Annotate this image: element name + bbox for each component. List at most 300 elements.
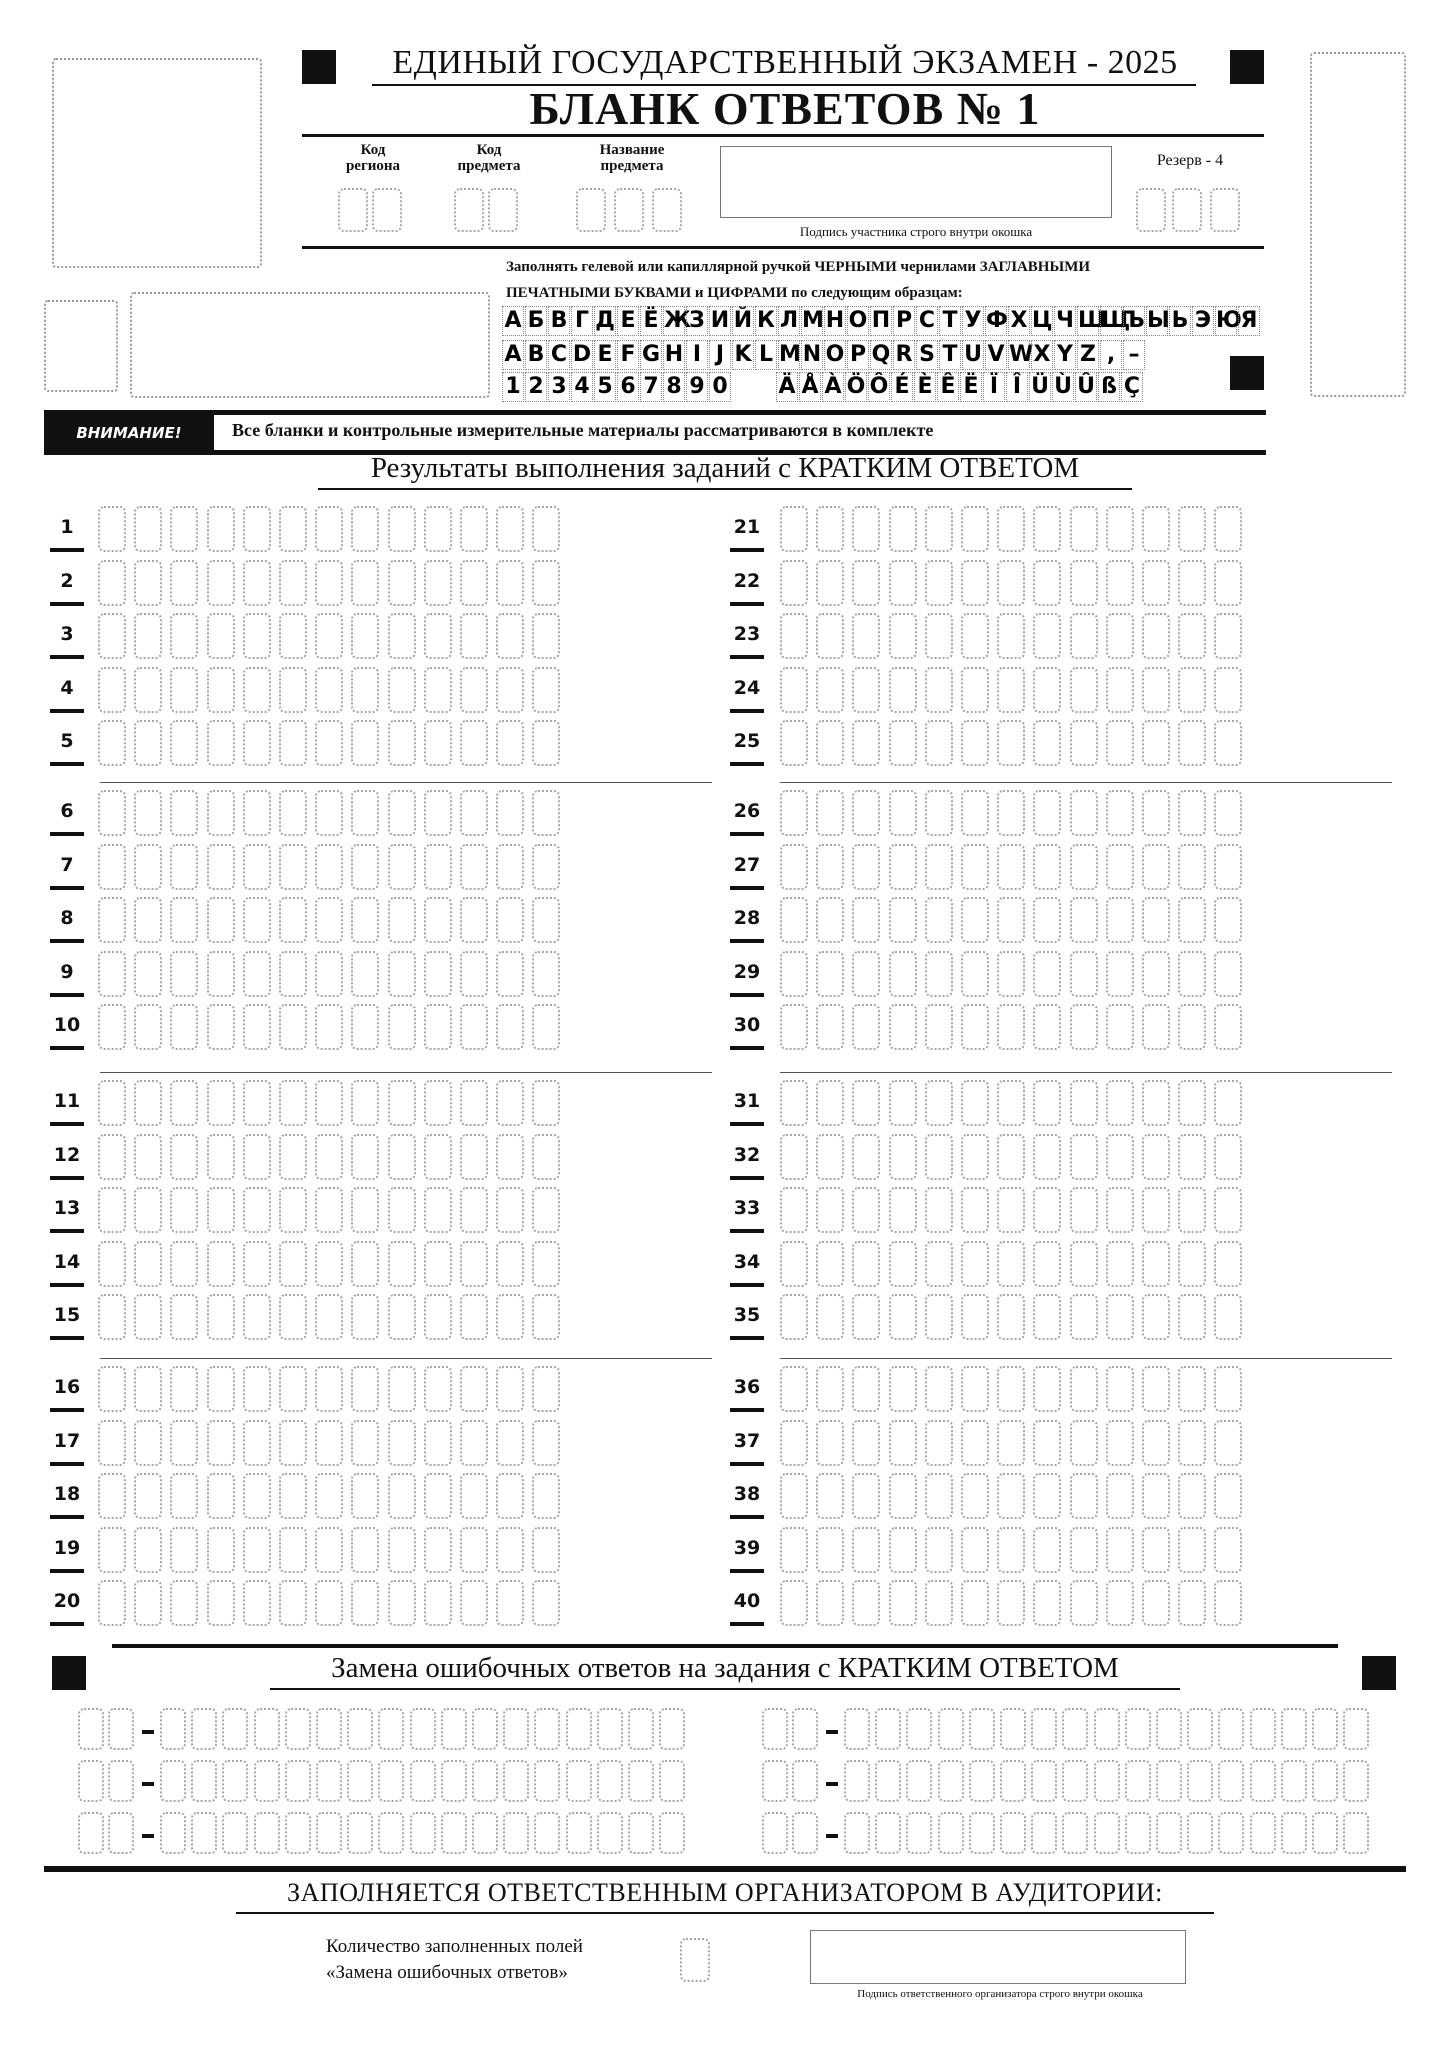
replacement-answer-cell[interactable] [1218, 1812, 1244, 1854]
answer-cell[interactable] [424, 1366, 452, 1412]
answer-cell[interactable] [1214, 1241, 1242, 1287]
answer-cell[interactable] [207, 613, 235, 659]
answer-cell[interactable] [780, 1187, 808, 1233]
reserve-cell[interactable] [1210, 188, 1240, 232]
answer-cell[interactable] [98, 1080, 126, 1126]
answer-cell[interactable] [780, 1241, 808, 1287]
answer-cell[interactable] [889, 1294, 917, 1340]
answer-cell[interactable] [780, 1527, 808, 1573]
answer-cell[interactable] [1214, 720, 1242, 766]
answer-cell[interactable] [207, 897, 235, 943]
replacement-answer-cell[interactable] [1187, 1708, 1213, 1750]
answer-cell[interactable] [315, 897, 343, 943]
answer-cell[interactable] [243, 560, 271, 606]
answer-cell[interactable] [207, 1241, 235, 1287]
answer-cell[interactable] [207, 1527, 235, 1573]
replacement-answer-cell[interactable] [597, 1708, 623, 1750]
replacement-answer-cell[interactable] [659, 1812, 685, 1854]
answer-cell[interactable] [460, 1241, 488, 1287]
answer-cell[interactable] [925, 560, 953, 606]
answer-cell[interactable] [1214, 1473, 1242, 1519]
replacement-answer-cell[interactable] [222, 1760, 248, 1802]
answer-cell[interactable] [961, 790, 989, 836]
answer-cell[interactable] [1214, 1134, 1242, 1180]
answer-cell[interactable] [889, 1527, 917, 1573]
answer-cell[interactable] [134, 897, 162, 943]
replacement-task-cell[interactable] [762, 1708, 788, 1750]
answer-cell[interactable] [207, 560, 235, 606]
replacement-answer-cell[interactable] [347, 1708, 373, 1750]
answer-cell[interactable] [424, 1187, 452, 1233]
answer-cell[interactable] [852, 613, 880, 659]
replacement-answer-cell[interactable] [1343, 1708, 1369, 1750]
reserve-cell[interactable] [1136, 188, 1166, 232]
replacement-answer-cell[interactable] [1000, 1708, 1026, 1750]
answer-cell[interactable] [496, 1580, 524, 1626]
answer-cell[interactable] [98, 1366, 126, 1412]
answer-cell[interactable] [997, 1580, 1025, 1626]
answer-cell[interactable] [780, 1294, 808, 1340]
answer-cell[interactable] [889, 1004, 917, 1050]
answer-cell[interactable] [997, 506, 1025, 552]
answer-cell[interactable] [925, 1004, 953, 1050]
answer-cell[interactable] [1106, 667, 1134, 713]
replacement-answer-cell[interactable] [285, 1708, 311, 1750]
answer-cell[interactable] [279, 720, 307, 766]
answer-cell[interactable] [351, 1366, 379, 1412]
replacement-answer-cell[interactable] [378, 1760, 404, 1802]
replacement-answer-cell[interactable] [969, 1708, 995, 1750]
answer-cell[interactable] [925, 1187, 953, 1233]
replacement-task-cell[interactable] [78, 1760, 104, 1802]
answer-cell[interactable] [170, 1134, 198, 1180]
answer-cell[interactable] [98, 1187, 126, 1233]
answer-cell[interactable] [207, 1134, 235, 1180]
replacement-task-cell[interactable] [108, 1708, 134, 1750]
answer-cell[interactable] [243, 1080, 271, 1126]
replacement-answer-cell[interactable] [1094, 1812, 1120, 1854]
answer-cell[interactable] [1178, 560, 1206, 606]
answer-cell[interactable] [961, 844, 989, 890]
answer-cell[interactable] [1142, 790, 1170, 836]
answer-cell[interactable] [852, 1473, 880, 1519]
answer-cell[interactable] [925, 1473, 953, 1519]
answer-cell[interactable] [889, 613, 917, 659]
replacement-answer-cell[interactable] [316, 1812, 342, 1854]
answer-cell[interactable] [1214, 560, 1242, 606]
answer-cell[interactable] [1214, 506, 1242, 552]
answer-cell[interactable] [424, 1080, 452, 1126]
answer-cell[interactable] [170, 1241, 198, 1287]
answer-cell[interactable] [532, 506, 560, 552]
answer-cell[interactable] [134, 667, 162, 713]
answer-cell[interactable] [388, 1366, 416, 1412]
answer-cell[interactable] [170, 613, 198, 659]
answer-cell[interactable] [424, 1527, 452, 1573]
answer-cell[interactable] [1070, 506, 1098, 552]
answer-cell[interactable] [243, 667, 271, 713]
answer-cell[interactable] [532, 1420, 560, 1466]
answer-cell[interactable] [279, 1241, 307, 1287]
replacement-answer-cell[interactable] [160, 1708, 186, 1750]
replacement-answer-cell[interactable] [969, 1760, 995, 1802]
answer-cell[interactable] [961, 897, 989, 943]
answer-cell[interactable] [134, 560, 162, 606]
answer-cell[interactable] [1070, 667, 1098, 713]
answer-cell[interactable] [315, 1241, 343, 1287]
replacement-answer-cell[interactable] [191, 1760, 217, 1802]
replacement-task-cell[interactable] [762, 1812, 788, 1854]
answer-cell[interactable] [816, 720, 844, 766]
replacement-answer-cell[interactable] [1094, 1760, 1120, 1802]
answer-cell[interactable] [1070, 1527, 1098, 1573]
answer-cell[interactable] [134, 951, 162, 997]
answer-cell[interactable] [424, 1294, 452, 1340]
answer-cell[interactable] [279, 951, 307, 997]
answer-cell[interactable] [351, 1580, 379, 1626]
answer-cell[interactable] [889, 560, 917, 606]
subject-name-cell[interactable] [576, 188, 606, 232]
answer-cell[interactable] [1214, 667, 1242, 713]
answer-cell[interactable] [1178, 897, 1206, 943]
answer-cell[interactable] [816, 1366, 844, 1412]
answer-cell[interactable] [889, 951, 917, 997]
answer-cell[interactable] [460, 844, 488, 890]
answer-cell[interactable] [496, 560, 524, 606]
answer-cell[interactable] [1033, 1580, 1061, 1626]
replacement-answer-cell[interactable] [1312, 1760, 1338, 1802]
answer-cell[interactable] [816, 897, 844, 943]
answer-cell[interactable] [424, 844, 452, 890]
answer-cell[interactable] [424, 1420, 452, 1466]
replacement-answer-cell[interactable] [1031, 1760, 1057, 1802]
answer-cell[interactable] [816, 1080, 844, 1126]
answer-cell[interactable] [1178, 1187, 1206, 1233]
answer-cell[interactable] [1142, 613, 1170, 659]
answer-cell[interactable] [388, 560, 416, 606]
answer-cell[interactable] [170, 1527, 198, 1573]
replacement-answer-cell[interactable] [906, 1760, 932, 1802]
answer-cell[interactable] [532, 1580, 560, 1626]
answer-cell[interactable] [207, 506, 235, 552]
replacement-answer-cell[interactable] [875, 1812, 901, 1854]
answer-cell[interactable] [279, 790, 307, 836]
answer-cell[interactable] [780, 613, 808, 659]
answer-cell[interactable] [852, 1080, 880, 1126]
answer-cell[interactable] [424, 897, 452, 943]
answer-cell[interactable] [1033, 1366, 1061, 1412]
answer-cell[interactable] [1178, 667, 1206, 713]
answer-cell[interactable] [997, 951, 1025, 997]
replacement-answer-cell[interactable] [1312, 1708, 1338, 1750]
replacement-task-cell[interactable] [792, 1760, 818, 1802]
answer-cell[interactable] [532, 720, 560, 766]
answer-cell[interactable] [1214, 951, 1242, 997]
answer-cell[interactable] [1214, 1580, 1242, 1626]
replacement-answer-cell[interactable] [659, 1708, 685, 1750]
answer-cell[interactable] [532, 1473, 560, 1519]
answer-cell[interactable] [961, 1527, 989, 1573]
replacement-answer-cell[interactable] [472, 1708, 498, 1750]
answer-cell[interactable] [997, 560, 1025, 606]
answer-cell[interactable] [816, 560, 844, 606]
answer-cell[interactable] [1033, 790, 1061, 836]
answer-cell[interactable] [1106, 1241, 1134, 1287]
answer-cell[interactable] [1033, 951, 1061, 997]
answer-cell[interactable] [532, 1004, 560, 1050]
replacement-answer-cell[interactable] [566, 1760, 592, 1802]
answer-cell[interactable] [424, 790, 452, 836]
replacement-answer-cell[interactable] [1000, 1812, 1026, 1854]
answer-cell[interactable] [279, 1294, 307, 1340]
answer-cell[interactable] [279, 613, 307, 659]
answer-cell[interactable] [1178, 1473, 1206, 1519]
replacement-answer-cell[interactable] [1250, 1812, 1276, 1854]
answer-cell[interactable] [961, 1080, 989, 1126]
answer-cell[interactable] [134, 1241, 162, 1287]
answer-cell[interactable] [889, 844, 917, 890]
answer-cell[interactable] [852, 951, 880, 997]
answer-cell[interactable] [170, 844, 198, 890]
replacement-answer-cell[interactable] [1125, 1760, 1151, 1802]
answer-cell[interactable] [1178, 1134, 1206, 1180]
answer-cell[interactable] [1070, 1134, 1098, 1180]
answer-cell[interactable] [496, 1527, 524, 1573]
answer-cell[interactable] [997, 1527, 1025, 1573]
answer-cell[interactable] [1178, 1420, 1206, 1466]
answer-cell[interactable] [997, 1366, 1025, 1412]
answer-cell[interactable] [243, 1580, 271, 1626]
replacement-answer-cell[interactable] [1281, 1708, 1307, 1750]
answer-cell[interactable] [134, 1004, 162, 1050]
answer-cell[interactable] [852, 560, 880, 606]
answer-cell[interactable] [1214, 1187, 1242, 1233]
answer-cell[interactable] [460, 720, 488, 766]
region-code-cell[interactable] [372, 188, 402, 232]
answer-cell[interactable] [816, 1527, 844, 1573]
answer-cell[interactable] [243, 613, 271, 659]
answer-cell[interactable] [532, 951, 560, 997]
answer-cell[interactable] [496, 1420, 524, 1466]
answer-cell[interactable] [816, 1187, 844, 1233]
answer-cell[interactable] [460, 790, 488, 836]
replacement-count-cell[interactable] [680, 1938, 710, 1982]
answer-cell[interactable] [1214, 1366, 1242, 1412]
replacement-answer-cell[interactable] [1343, 1812, 1369, 1854]
replacement-answer-cell[interactable] [659, 1760, 685, 1802]
answer-cell[interactable] [351, 1004, 379, 1050]
answer-cell[interactable] [351, 1187, 379, 1233]
answer-cell[interactable] [997, 720, 1025, 766]
answer-cell[interactable] [207, 1294, 235, 1340]
answer-cell[interactable] [460, 1187, 488, 1233]
answer-cell[interactable] [852, 897, 880, 943]
answer-cell[interactable] [279, 1527, 307, 1573]
answer-cell[interactable] [170, 1004, 198, 1050]
answer-cell[interactable] [388, 1241, 416, 1287]
answer-cell[interactable] [207, 1080, 235, 1126]
answer-cell[interactable] [315, 720, 343, 766]
answer-cell[interactable] [1142, 720, 1170, 766]
answer-cell[interactable] [816, 844, 844, 890]
answer-cell[interactable] [351, 506, 379, 552]
answer-cell[interactable] [351, 1294, 379, 1340]
answer-cell[interactable] [780, 844, 808, 890]
replacement-task-cell[interactable] [108, 1812, 134, 1854]
answer-cell[interactable] [279, 1080, 307, 1126]
answer-cell[interactable] [496, 1080, 524, 1126]
answer-cell[interactable] [889, 1420, 917, 1466]
answer-cell[interactable] [889, 667, 917, 713]
answer-cell[interactable] [1106, 1473, 1134, 1519]
answer-cell[interactable] [1106, 560, 1134, 606]
answer-cell[interactable] [207, 951, 235, 997]
answer-cell[interactable] [889, 1187, 917, 1233]
answer-cell[interactable] [388, 1080, 416, 1126]
replacement-task-cell[interactable] [78, 1708, 104, 1750]
answer-cell[interactable] [1070, 844, 1098, 890]
answer-cell[interactable] [424, 951, 452, 997]
replacement-answer-cell[interactable] [285, 1760, 311, 1802]
answer-cell[interactable] [351, 667, 379, 713]
answer-cell[interactable] [780, 667, 808, 713]
answer-cell[interactable] [816, 667, 844, 713]
answer-cell[interactable] [532, 1366, 560, 1412]
answer-cell[interactable] [961, 1004, 989, 1050]
replacement-answer-cell[interactable] [938, 1812, 964, 1854]
answer-cell[interactable] [1106, 1187, 1134, 1233]
answer-cell[interactable] [315, 790, 343, 836]
answer-cell[interactable] [496, 720, 524, 766]
replacement-answer-cell[interactable] [285, 1812, 311, 1854]
subject-code-cell[interactable] [454, 188, 484, 232]
replacement-answer-cell[interactable] [875, 1760, 901, 1802]
answer-cell[interactable] [852, 1134, 880, 1180]
answer-cell[interactable] [1106, 1004, 1134, 1050]
answer-cell[interactable] [315, 844, 343, 890]
replacement-answer-cell[interactable] [566, 1812, 592, 1854]
answer-cell[interactable] [315, 1294, 343, 1340]
answer-cell[interactable] [1106, 1527, 1134, 1573]
answer-cell[interactable] [98, 667, 126, 713]
subject-code-cell[interactable] [488, 188, 518, 232]
answer-cell[interactable] [351, 790, 379, 836]
answer-cell[interactable] [532, 613, 560, 659]
answer-cell[interactable] [1214, 897, 1242, 943]
answer-cell[interactable] [780, 951, 808, 997]
answer-cell[interactable] [1033, 506, 1061, 552]
answer-cell[interactable] [1142, 1241, 1170, 1287]
replacement-answer-cell[interactable] [191, 1708, 217, 1750]
answer-cell[interactable] [1142, 1134, 1170, 1180]
answer-cell[interactable] [925, 1580, 953, 1626]
replacement-answer-cell[interactable] [254, 1708, 280, 1750]
answer-cell[interactable] [243, 720, 271, 766]
answer-cell[interactable] [852, 1187, 880, 1233]
answer-cell[interactable] [925, 1366, 953, 1412]
replacement-answer-cell[interactable] [938, 1760, 964, 1802]
answer-cell[interactable] [388, 951, 416, 997]
answer-cell[interactable] [1106, 720, 1134, 766]
answer-cell[interactable] [997, 1473, 1025, 1519]
answer-cell[interactable] [852, 1420, 880, 1466]
replacement-answer-cell[interactable] [1250, 1760, 1276, 1802]
answer-cell[interactable] [1106, 1134, 1134, 1180]
answer-cell[interactable] [243, 951, 271, 997]
answer-cell[interactable] [243, 790, 271, 836]
replacement-answer-cell[interactable] [1312, 1812, 1338, 1854]
answer-cell[interactable] [315, 1366, 343, 1412]
answer-cell[interactable] [98, 1527, 126, 1573]
answer-cell[interactable] [243, 1420, 271, 1466]
answer-cell[interactable] [1070, 1420, 1098, 1466]
answer-cell[interactable] [1070, 951, 1098, 997]
answer-cell[interactable] [780, 1473, 808, 1519]
answer-cell[interactable] [925, 667, 953, 713]
answer-cell[interactable] [279, 1366, 307, 1412]
answer-cell[interactable] [961, 1473, 989, 1519]
answer-cell[interactable] [1214, 790, 1242, 836]
answer-cell[interactable] [1214, 1080, 1242, 1126]
answer-cell[interactable] [925, 506, 953, 552]
answer-cell[interactable] [1033, 1420, 1061, 1466]
answer-cell[interactable] [997, 1187, 1025, 1233]
answer-cell[interactable] [961, 951, 989, 997]
answer-cell[interactable] [351, 844, 379, 890]
answer-cell[interactable] [889, 1241, 917, 1287]
answer-cell[interactable] [1214, 1004, 1242, 1050]
answer-cell[interactable] [315, 951, 343, 997]
answer-cell[interactable] [98, 1420, 126, 1466]
answer-cell[interactable] [1033, 1527, 1061, 1573]
answer-cell[interactable] [780, 720, 808, 766]
answer-cell[interactable] [852, 1366, 880, 1412]
answer-cell[interactable] [1214, 1294, 1242, 1340]
answer-cell[interactable] [134, 844, 162, 890]
replacement-answer-cell[interactable] [1343, 1760, 1369, 1802]
answer-cell[interactable] [170, 1080, 198, 1126]
answer-cell[interactable] [925, 951, 953, 997]
answer-cell[interactable] [98, 951, 126, 997]
answer-cell[interactable] [460, 1527, 488, 1573]
replacement-answer-cell[interactable] [534, 1760, 560, 1802]
answer-cell[interactable] [496, 790, 524, 836]
answer-cell[interactable] [388, 1420, 416, 1466]
answer-cell[interactable] [1178, 951, 1206, 997]
answer-cell[interactable] [852, 1294, 880, 1340]
answer-cell[interactable] [279, 1187, 307, 1233]
answer-cell[interactable] [1070, 897, 1098, 943]
answer-cell[interactable] [243, 897, 271, 943]
answer-cell[interactable] [925, 897, 953, 943]
answer-cell[interactable] [460, 613, 488, 659]
answer-cell[interactable] [1178, 1294, 1206, 1340]
answer-cell[interactable] [1070, 1473, 1098, 1519]
answer-cell[interactable] [852, 667, 880, 713]
answer-cell[interactable] [351, 1420, 379, 1466]
answer-cell[interactable] [424, 667, 452, 713]
answer-cell[interactable] [134, 720, 162, 766]
answer-cell[interactable] [496, 667, 524, 713]
answer-cell[interactable] [1178, 720, 1206, 766]
answer-cell[interactable] [1070, 1187, 1098, 1233]
answer-cell[interactable] [997, 1420, 1025, 1466]
answer-cell[interactable] [424, 560, 452, 606]
answer-cell[interactable] [424, 1473, 452, 1519]
replacement-answer-cell[interactable] [906, 1812, 932, 1854]
answer-cell[interactable] [925, 613, 953, 659]
replacement-answer-cell[interactable] [969, 1812, 995, 1854]
